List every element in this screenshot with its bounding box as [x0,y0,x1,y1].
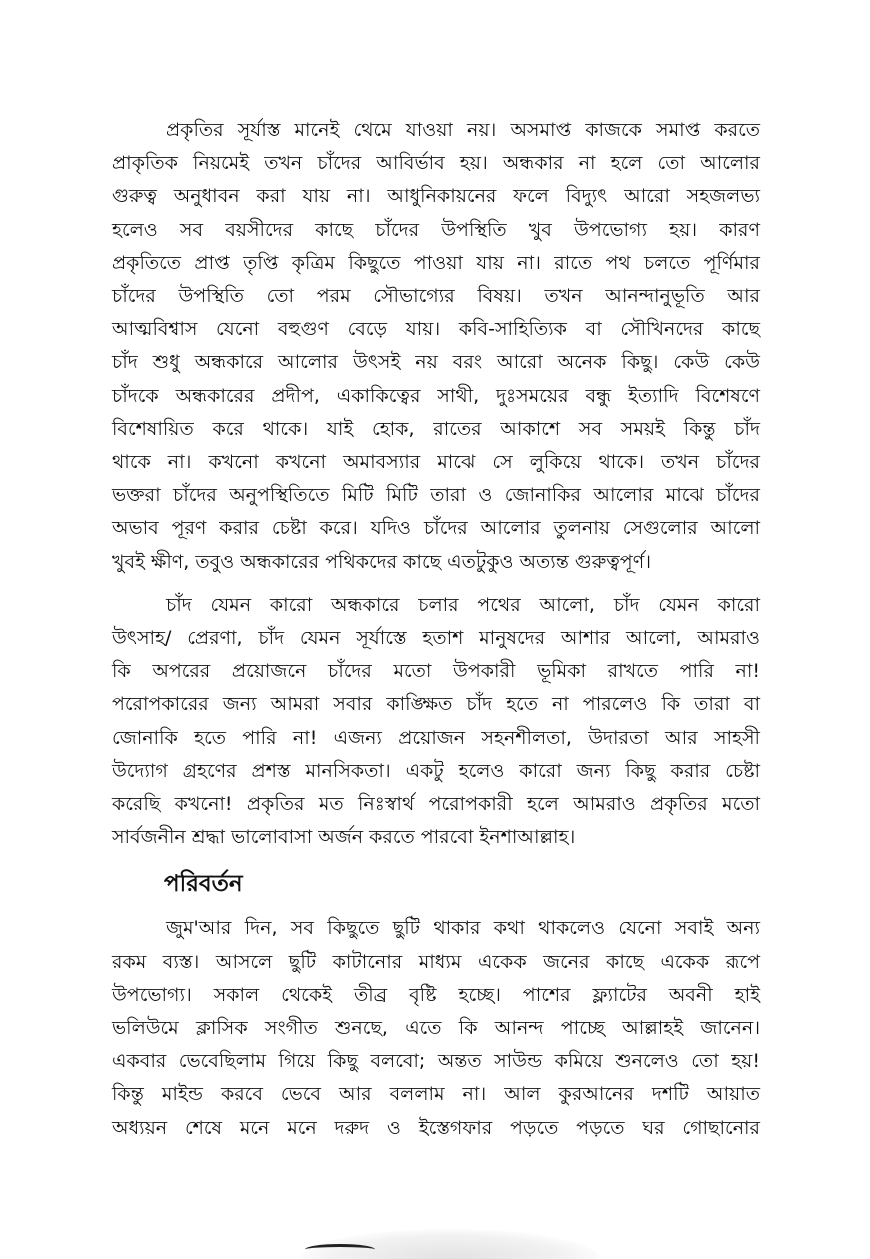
paragraph-line: চাঁদ শুধু অন্ধকারে আলোর উৎসই নয় বরং আরো অনেক কিছু। কেউ কেউ [112,351,760,374]
paragraph-line: প্রকৃতির সূর্যাস্ত মানেই থেমে যাওয়া নয়। অসমাপ্ত কাজকে সমাপ্ত করতে [166,119,760,141]
paragraph-line: খুবই ক্ষীণ, তবুও অন্ধকারের পথিকদের কাছে এতটুকুও অত্যন্ত গুরুত্বপূর্ণ। [112,550,651,573]
paragraph-2 [112,589,760,855]
paragraph-line: প্রকৃতিতে প্রাপ্ত তৃপ্তি কৃত্রিম কিছুতে পাওয়া যায় না। রাতে পথ চলতে পূর্ণিমার [112,251,760,274]
paragraph-line: বিশেষায়িত করে থাকে। যাই হোক, রাতের আকাশে সব সময়ই কিন্তু চাঁদ [112,417,760,440]
footer-mark [305,1244,375,1255]
paragraph-line: জুম'আর দিন, সব কিছুতে ছুটি থাকার কথা থাকলেও যেনো সবাই অন্য [166,917,760,940]
paragraph-3 [112,912,760,1144]
paragraph-line: একবার ভেবেছিলাম গিয়ে কিছু বলবো; অন্তত সাউন্ড কমিয়ে শুনলেও তো হয়! [112,1050,760,1073]
paragraph-line: হলেও সব বয়সীদের কাছে চাঁদের উপস্থিতি খুব উপভোগ্য হয়। কারণ [112,218,760,241]
paragraph-line: জোনাকি হতে পারি না! এজন্য প্রয়োজন সহনশীলতা, উদারতা আর সাহসী [112,726,760,749]
paragraph-line: ভলিউমে ক্লাসিক সংগীত শুনছে, এতে কি আনন্দ পাচ্ছে আল্লাহই জানেন। [112,1017,760,1040]
paragraph-line: উদ্যোগ গ্রহণের প্রশস্ত মানসিকতা। একটু হলেও কারো জন্য কিছু করার চেষ্টা [112,759,760,782]
page-content [112,114,760,1145]
paragraph-line: চাঁদের উপস্থিতি তো পরম সৌভাগ্যের বিষয়। তখন আনন্দানুভূতি আর [112,285,760,308]
paragraph-line: কিন্তু মাইন্ড করবে ভেবে আর বললাম না। আল কুরআনের দশটি আয়াত [112,1083,760,1106]
paragraph-line: প্রাকৃতিক নিয়মেই তখন চাঁদের আবির্ভাব হয়। অন্ধকার না হলে তো আলোর [112,152,760,175]
section-heading: পরিবর্তন [164,871,243,898]
paragraph-line: আত্মবিশ্বাস যেনো বহুগুণ বেড়ে যায়। কবি-সাহিত্যিক বা সৌখিনদের কাছে [112,318,760,341]
paragraph-line: পরোপকারের জন্য আমরা সবার কাঙ্ক্ষিত চাঁদ হতে না পারলেও কি তারা বা [112,693,760,716]
paragraph-line: রকম ব্যস্ত। আসলে ছুটি কাটানোর মাধ্যম একেক জনের কাছে একেক রূপে [112,950,760,973]
paragraph-line: চাঁদ যেমন কারো অন্ধকারে চলার পথের আলো, চাঁদ যেমন কারো [166,593,760,616]
paragraph-line: করেছি কখনো! প্রকৃতির মত নিঃস্বার্থ পরোপকারী হলে আমরাও প্রকৃতির মতো [112,793,760,816]
paragraph-line: অধ্যয়ন শেষে মনে মনে দরুদ ও ইস্তেগফার পড়তে পড়তে ঘর গোছানোর [112,1116,760,1139]
paragraph-line: অভাব পূরণ করার চেষ্টা করে। যদিও চাঁদের আলোর তুলনায় সেগুলোর আলো [112,517,760,540]
paragraph-1 [112,114,760,579]
paragraph-line: ভক্তরা চাঁদের অনুপস্থিতিতে মিটি মিটি তারা ও জোনাকির আলোর মাঝে চাঁদের [112,484,760,507]
paragraph-line: উৎসাহ/ প্রেরণা, চাঁদ যেমন সূর্যাস্তে হতাশ মানুষদের আশার আলো, আমরাও [112,627,760,650]
paragraph-gap [112,579,760,589]
paragraph-line: সার্বজনীন শ্রদ্ধা ভালোবাসা অর্জন করতে পারবো ইনশাআল্লাহ। [112,826,576,849]
paragraph-line: উপভোগ্য। সকাল থেকেই তীব্র বৃষ্টি হচ্ছে। পাশের ফ্ল্যাটের অবনী হাই [112,983,760,1006]
paragraph-line: গুরুত্ব অনুধাবন করা যায় না। আধুনিকায়নের ফলে বিদ্যুৎ আরো সহজলভ্য [112,185,760,208]
paragraph-line: চাঁদকে অন্ধকারের প্রদীপ, একাকিত্বের সাথী, দুঃসময়ের বন্ধু ইত্যাদি বিশেষণে [112,384,760,407]
paragraph-line: থাকে না। কখনো কখনো অমাবস্যার মাঝে সে লুকিয়ে থাকে। তখন চাঁদের [112,451,760,474]
paragraph-line: কি অপরের প্রয়োজনে চাঁদের মতো উপকারী ভূমিকা রাখতে পারি না! [112,660,760,683]
